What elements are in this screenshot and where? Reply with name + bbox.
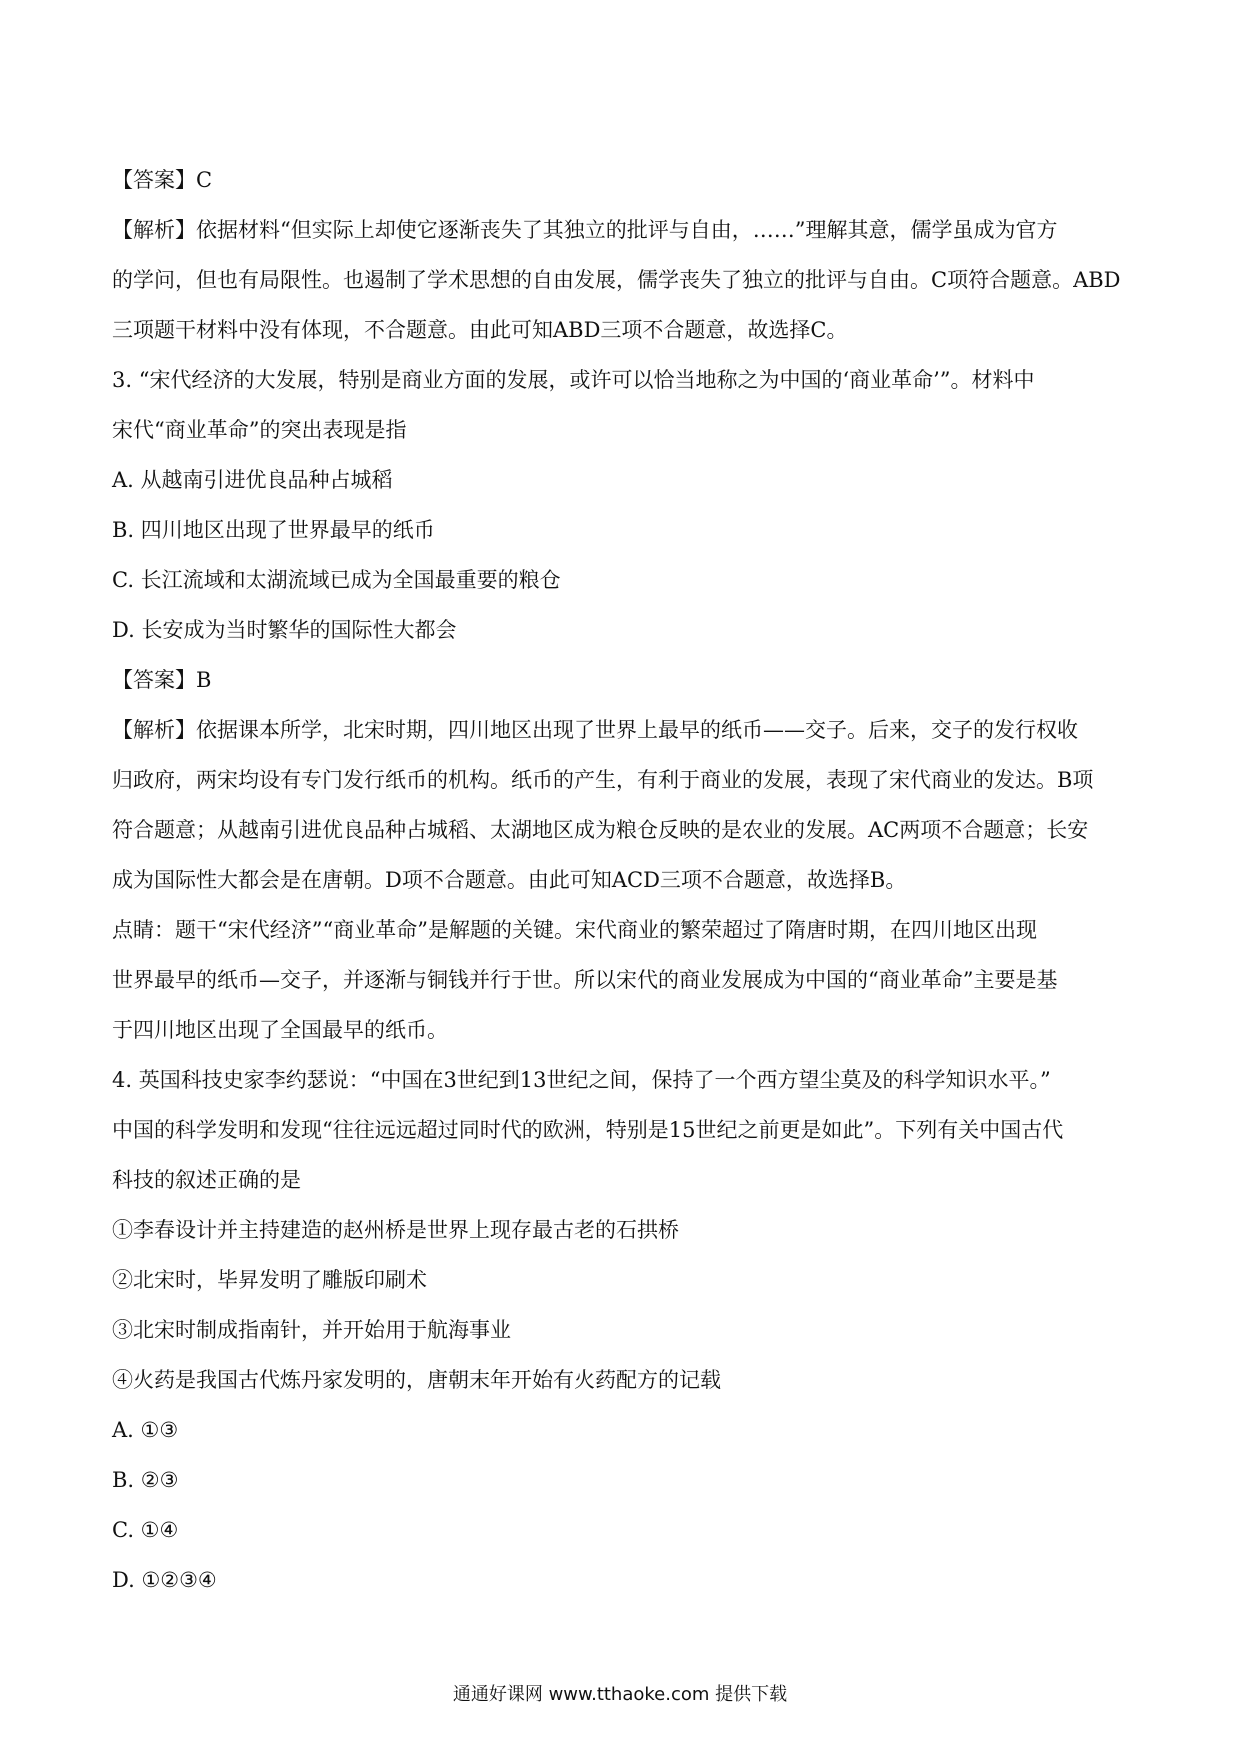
q3-option-c: C. 长江流域和太湖流域已成为全国最重要的粮仓: [112, 568, 561, 592]
q3-stem-line: 宋代“商业革命”的突出表现是指: [112, 418, 407, 442]
q4-option-d: D. ①②③④: [112, 1568, 217, 1592]
q3-options: [112, 455, 1132, 655]
q2-analysis-line: 三项题干材料中没有体现，不合题意。由此可知ABD三项不合题意，故选择C。: [112, 318, 848, 342]
q2-analysis-line: 【解析】依据材料“但实际上却使它逐渐丧失了其独立的批评与自由，……”理解其意，儒学虽成为官方: [112, 218, 1058, 242]
q2-answer: 【答案】C: [112, 168, 213, 192]
q3-tip-line: 于四川地区出现了全国最早的纸币。: [112, 1018, 448, 1042]
q4-statement-4: ④火药是我国古代炼丹家发明的，唐朝末年开始有火药配方的记载: [112, 1368, 721, 1392]
q4-option-a: A. ①③: [112, 1418, 179, 1442]
q4-stem-line: 中国的科学发明和发现“往往远远超过同时代的欧洲，特别是15世纪之前更是如此”。下列有关中国古代: [112, 1118, 1064, 1142]
q4-option-c: C. ①④: [112, 1518, 179, 1542]
q4-statements: [112, 1205, 1132, 1405]
q3-option-b: B. 四川地区出现了世界最早的纸币: [112, 518, 435, 542]
q3-tip: [112, 905, 1132, 1055]
q3-analysis-line: 【解析】依据课本所学，北宋时期，四川地区出现了世界上最早的纸币——交子。后来，交子的发行权收: [112, 718, 1078, 742]
q4-stem: [112, 1055, 1132, 1205]
q4-statement-2: ②北宋时，毕昇发明了雕版印刷术: [112, 1268, 427, 1292]
q3-stem: [112, 355, 1132, 455]
q4-statement-3: ③北宋时制成指南针，并开始用于航海事业: [112, 1318, 511, 1342]
q3-analysis-line: 成为国际性大都会是在唐朝。D项不合题意。由此可知ACD三项不合题意，故选择B。: [112, 868, 907, 892]
page-footer: 通通好课网 www.tthaoke.com 提供下载: [452, 1684, 788, 1705]
q4-option-b: B. ②③: [112, 1468, 179, 1492]
q3-stem-line: 3. “宋代经济的大发展，特别是商业方面的发展，或许可以恰当地称之为中国的‘商业革命’”。材料中: [112, 368, 1035, 392]
q2-analysis: [112, 205, 1132, 355]
q3-analysis-line: 符合题意；从越南引进优良品种占城稻、太湖地区成为粮仓反映的是农业的发展。AC两项不合题意；长安: [112, 818, 1089, 842]
q3-answer: 【答案】B: [112, 668, 212, 692]
q2-analysis-line: 的学问，但也有局限性。也遏制了学术思想的自由发展，儒学丧失了独立的批评与自由。C项符合题意。ABD: [112, 268, 1121, 292]
q3-tip-line: 点睛：题干“宋代经济”“商业革命”是解题的关键。宋代商业的繁荣超过了隋唐时期，在四川地区出现: [112, 918, 1037, 942]
q3-analysis: [112, 705, 1132, 905]
q4-options: [112, 1405, 1132, 1605]
q3-option-a: A. 从越南引进优良品种占城稻: [112, 468, 393, 492]
q4-statement-1: ①李春设计并主持建造的赵州桥是世界上现存最古老的石拱桥: [112, 1218, 679, 1242]
q4-stem-line: 科技的叙述正确的是: [112, 1168, 301, 1192]
q3-analysis-line: 归政府，两宋均设有专门发行纸币的机构。纸币的产生，有利于商业的发展，表现了宋代商业的发达。B项: [112, 768, 1094, 792]
document-body: [112, 155, 1132, 1605]
q3-tip-line: 世界最早的纸币—交子，并逐渐与铜钱并行于世。所以宋代的商业发展成为中国的“商业革命”主要是基: [112, 968, 1058, 992]
q3-option-d: D. 长安成为当时繁华的国际性大都会: [112, 618, 457, 642]
q4-stem-line: 4. 英国科技史家李约瑟说：“中国在3世纪到13世纪之间，保持了一个西方望尘莫及的科学知识水平。”: [112, 1068, 1051, 1092]
